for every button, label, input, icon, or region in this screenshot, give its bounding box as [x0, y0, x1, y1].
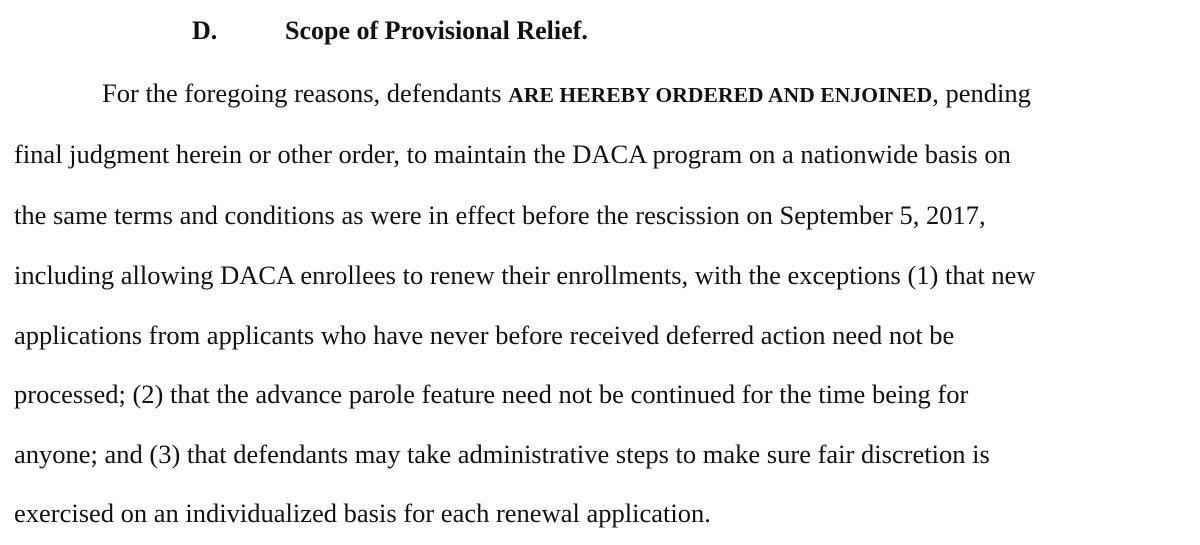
paragraph-line-1: [102, 76, 1031, 112]
paragraph-line-8: exercised on an individualized basis for each renewal application.: [14, 498, 711, 528]
order-emphasis: ARE HEREBY ORDERED AND ENJOINED: [508, 83, 933, 107]
paragraph-line-6: processed; (2) that the advance parole feature need not be continued for the time being for: [14, 379, 969, 409]
paragraph-line-7: anyone; and (3) that defendants may take administrative steps to make sure fair discretion is: [14, 439, 990, 469]
paragraph-line-2: final judgment herein or other order, to maintain the DACA program on a nationwide basis on: [14, 139, 1011, 169]
paragraph-line-5: applications from applicants who have never before received deferred action need not be: [14, 320, 955, 350]
section-heading: [192, 14, 588, 48]
section-title: Scope of Provisional Relief.: [285, 16, 588, 45]
paragraph-line-1-end: , pending: [932, 78, 1031, 108]
section-label: D.: [192, 16, 218, 45]
paragraph-line-3: the same terms and conditions as were in effect before the rescission on September 5, 2017,: [14, 200, 986, 230]
paragraph-line-4: including allowing DACA enrollees to renew their enrollments, with the exceptions (1) that new: [14, 260, 1036, 290]
paragraph-line-1-start: For the foregoing reasons, defendants: [102, 78, 509, 108]
